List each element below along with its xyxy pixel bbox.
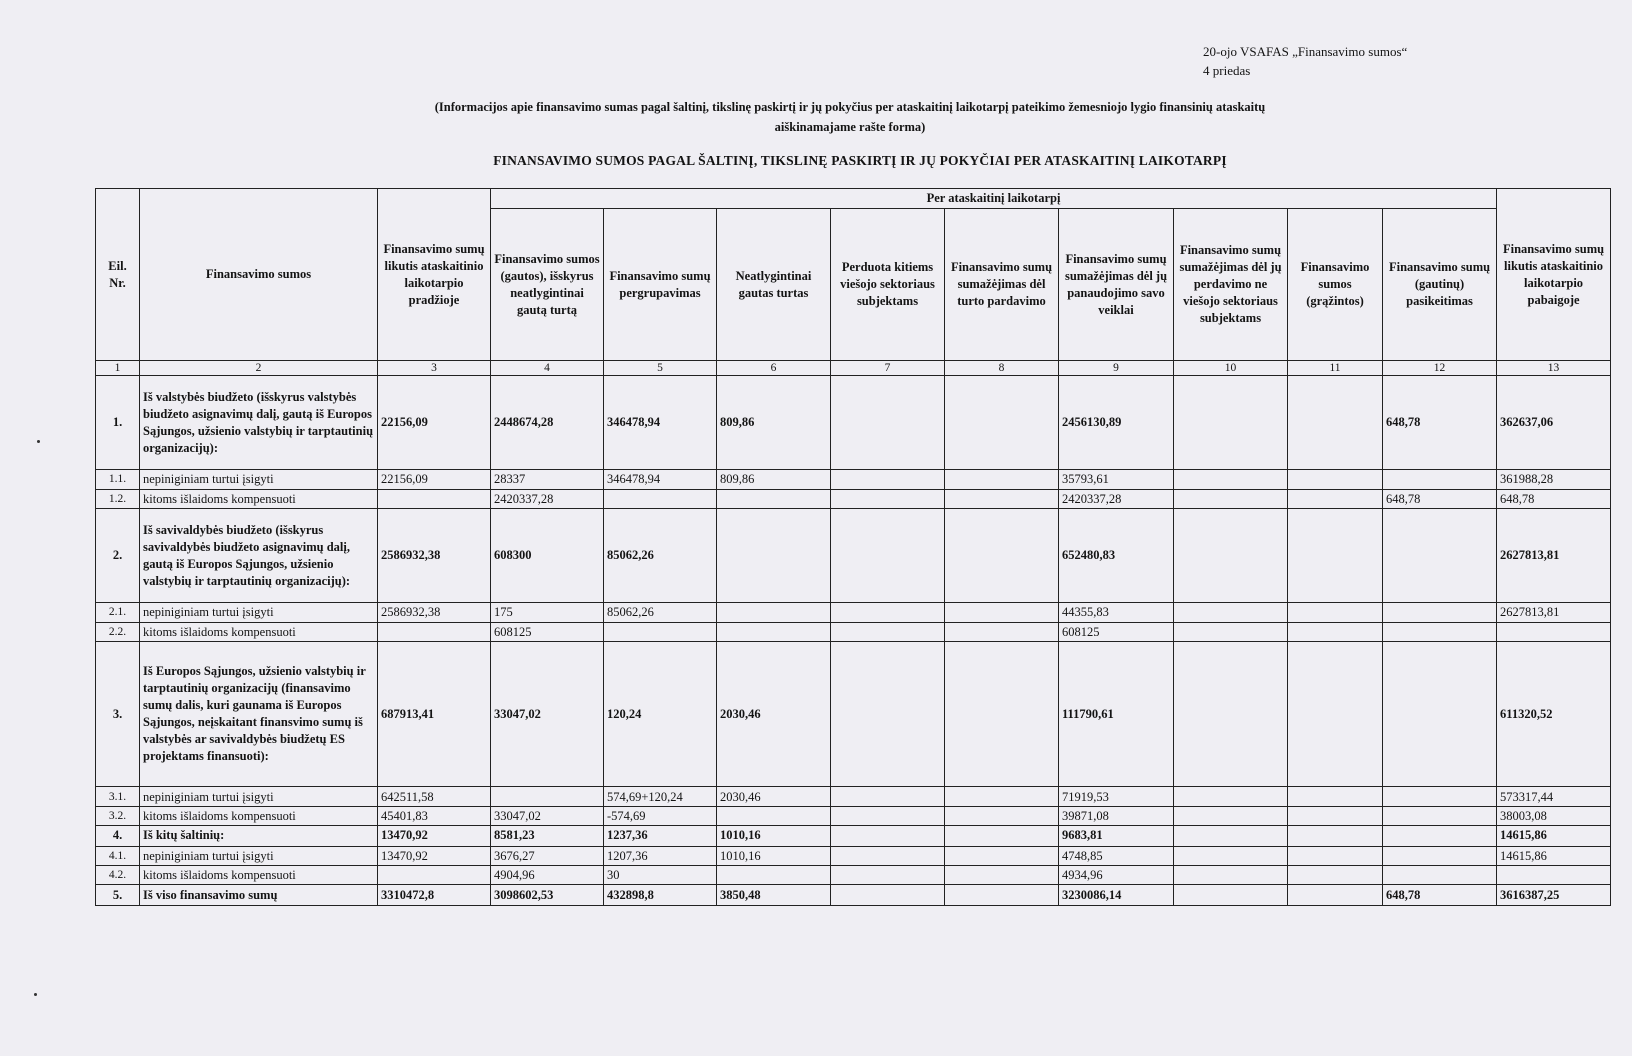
value-cell: 8581,23 bbox=[491, 826, 604, 846]
value-cell bbox=[1288, 846, 1383, 865]
row-description: nepiniginiam turtui įsigyti bbox=[140, 470, 378, 489]
value-cell bbox=[831, 826, 945, 846]
value-cell bbox=[604, 622, 717, 641]
value-cell: 4748,85 bbox=[1059, 846, 1174, 865]
header-transferred: Perduota kitiems viešojo sektoriaus subjektams bbox=[831, 209, 945, 361]
value-cell: 175 bbox=[491, 603, 604, 622]
value-cell: 1237,36 bbox=[604, 826, 717, 846]
value-cell: 642511,58 bbox=[378, 787, 491, 806]
value-cell: 648,78 bbox=[1383, 885, 1497, 906]
value-cell: 809,86 bbox=[717, 470, 831, 489]
page-title: FINANSAVIMO SUMOS PAGAL ŠALTINĮ, TIKSLINĘ PASKIRTĮ IR JŲ POKYČIAI PER ATASKAITINĮ LAIKOTARPĮ bbox=[493, 153, 1227, 168]
value-cell bbox=[1174, 885, 1288, 906]
value-cell bbox=[1288, 470, 1383, 489]
value-cell bbox=[1383, 642, 1497, 787]
value-cell: 13470,92 bbox=[378, 826, 491, 846]
value-cell bbox=[717, 866, 831, 885]
value-cell bbox=[378, 622, 491, 641]
value-cell: 346478,94 bbox=[604, 376, 717, 470]
value-cell: 3230086,14 bbox=[1059, 885, 1174, 906]
value-cell: 611320,52 bbox=[1497, 642, 1611, 787]
row-description: Iš savivaldybės biudžeto (išskyrus savivaldybės biudžeto asignavimų dalį, gautą iš Europos Sąjungos, užsienio valstybių ir tarptautinių organizacijų): bbox=[140, 509, 378, 603]
value-cell bbox=[717, 489, 831, 508]
value-cell bbox=[1383, 846, 1497, 865]
value-cell bbox=[1174, 866, 1288, 885]
value-cell bbox=[1174, 622, 1288, 641]
table-row bbox=[96, 603, 1611, 622]
value-cell bbox=[1383, 866, 1497, 885]
value-cell: 2030,46 bbox=[717, 642, 831, 787]
value-cell bbox=[831, 470, 945, 489]
reference-standard: 20-ojo VSAFAS „Finansavimo sumos“ bbox=[1203, 44, 1408, 59]
value-cell: 608300 bbox=[491, 509, 604, 603]
value-cell bbox=[945, 470, 1059, 489]
value-cell: 71919,53 bbox=[1059, 787, 1174, 806]
value-cell: 9683,81 bbox=[1059, 826, 1174, 846]
header-sources: Finansavimo sumos bbox=[140, 189, 378, 361]
value-cell: 28337 bbox=[491, 470, 604, 489]
value-cell: 85062,26 bbox=[604, 603, 717, 622]
value-cell bbox=[1174, 470, 1288, 489]
table-row bbox=[96, 376, 1611, 470]
value-cell: 3616387,25 bbox=[1497, 885, 1611, 906]
header-regrouping: Finansavimo sumų pergrupavimas bbox=[604, 209, 717, 361]
value-cell bbox=[831, 866, 945, 885]
value-cell bbox=[1383, 806, 1497, 825]
value-cell bbox=[1383, 826, 1497, 846]
value-cell: 608125 bbox=[491, 622, 604, 641]
value-cell: 2586932,38 bbox=[378, 509, 491, 603]
value-cell: 4904,96 bbox=[491, 866, 604, 885]
row-description: kitoms išlaidoms kompensuoti bbox=[140, 489, 378, 508]
value-cell: 2448674,28 bbox=[491, 376, 604, 470]
row-number: 3.2. bbox=[96, 806, 140, 825]
column-number: 7 bbox=[831, 361, 945, 376]
value-cell: 14615,86 bbox=[1497, 846, 1611, 865]
value-cell: 2420337,28 bbox=[491, 489, 604, 508]
row-number: 2. bbox=[96, 509, 140, 603]
value-cell bbox=[1288, 885, 1383, 906]
value-cell: 30 bbox=[604, 866, 717, 885]
table-row bbox=[96, 642, 1611, 787]
value-cell: 2586932,38 bbox=[378, 603, 491, 622]
value-cell: 14615,86 bbox=[1497, 826, 1611, 846]
value-cell: 2030,46 bbox=[717, 787, 831, 806]
value-cell: 1010,16 bbox=[717, 846, 831, 865]
value-cell bbox=[378, 489, 491, 508]
value-cell: 648,78 bbox=[1383, 489, 1497, 508]
header-returned: Finansavimo sumos (grąžintos) bbox=[1288, 209, 1383, 361]
form-reference bbox=[1203, 42, 1407, 80]
table-row bbox=[96, 489, 1611, 508]
column-number: 5 bbox=[604, 361, 717, 376]
value-cell bbox=[1288, 806, 1383, 825]
value-cell bbox=[945, 866, 1059, 885]
value-cell bbox=[1174, 642, 1288, 787]
column-number: 13 bbox=[1497, 361, 1611, 376]
column-number: 10 bbox=[1174, 361, 1288, 376]
row-number: 1.1. bbox=[96, 470, 140, 489]
value-cell bbox=[717, 622, 831, 641]
value-cell bbox=[1288, 622, 1383, 641]
value-cell: 38003,08 bbox=[1497, 806, 1611, 825]
column-number: 9 bbox=[1059, 361, 1174, 376]
row-number: 4.1. bbox=[96, 846, 140, 865]
row-number: 4.2. bbox=[96, 866, 140, 885]
value-cell bbox=[1497, 622, 1611, 641]
value-cell bbox=[1288, 826, 1383, 846]
value-cell bbox=[1174, 376, 1288, 470]
value-cell bbox=[1288, 642, 1383, 787]
value-cell bbox=[831, 642, 945, 787]
value-cell bbox=[491, 787, 604, 806]
header-change: Finansavimo sumų (gautinų) pasikeitimas bbox=[1383, 209, 1497, 361]
column-number-row bbox=[96, 361, 1611, 376]
header-end-balance: Finansavimo sumų likutis ataskaitinio laikotarpio pabaigoje bbox=[1497, 189, 1611, 361]
value-cell: 4934,96 bbox=[1059, 866, 1174, 885]
value-cell: 3676,27 bbox=[491, 846, 604, 865]
value-cell bbox=[1383, 622, 1497, 641]
value-cell: 39871,08 bbox=[1059, 806, 1174, 825]
table-row bbox=[96, 622, 1611, 641]
value-cell: 3850,48 bbox=[717, 885, 831, 906]
value-cell bbox=[1383, 470, 1497, 489]
table-row bbox=[96, 787, 1611, 806]
row-description: kitoms išlaidoms kompensuoti bbox=[140, 622, 378, 641]
row-number: 5. bbox=[96, 885, 140, 906]
value-cell: 648,78 bbox=[1497, 489, 1611, 508]
value-cell bbox=[945, 603, 1059, 622]
value-cell bbox=[945, 846, 1059, 865]
value-cell bbox=[831, 376, 945, 470]
scan-speck bbox=[37, 440, 40, 443]
value-cell bbox=[831, 806, 945, 825]
value-cell: 687913,41 bbox=[378, 642, 491, 787]
value-cell: 13470,92 bbox=[378, 846, 491, 865]
table-row bbox=[96, 885, 1611, 906]
table-row bbox=[96, 866, 1611, 885]
value-cell: 1207,36 bbox=[604, 846, 717, 865]
funding-table bbox=[95, 188, 1611, 906]
column-number: 8 bbox=[945, 361, 1059, 376]
column-number: 4 bbox=[491, 361, 604, 376]
row-description: Iš Europos Sąjungos, užsienio valstybių ir tarptautinių organizacijų (finansavimo sumų dalis, kuri gaunama iš Europos Sąjungos, neįskaitant finansvimo sumų iš valstybės ar savivaldybės biudžetų ES projektams finansuoti): bbox=[140, 642, 378, 787]
value-cell: 809,86 bbox=[717, 376, 831, 470]
value-cell bbox=[945, 509, 1059, 603]
value-cell bbox=[831, 603, 945, 622]
table-row bbox=[96, 846, 1611, 865]
value-cell: 648,78 bbox=[1383, 376, 1497, 470]
value-cell bbox=[1383, 509, 1497, 603]
header-decrease-transfer: Finansavimo sumų sumažėjimas dėl jų perdavimo ne viešojo sektoriaus subjektams bbox=[1174, 209, 1288, 361]
value-cell bbox=[831, 622, 945, 641]
value-cell bbox=[1288, 603, 1383, 622]
row-description: nepiniginiam turtui įsigyti bbox=[140, 787, 378, 806]
value-cell: 111790,61 bbox=[1059, 642, 1174, 787]
column-number: 12 bbox=[1383, 361, 1497, 376]
header-period-group: Per ataskaitinį laikotarpį bbox=[491, 189, 1497, 209]
value-cell bbox=[945, 826, 1059, 846]
value-cell bbox=[945, 622, 1059, 641]
value-cell: 22156,09 bbox=[378, 376, 491, 470]
row-number: 1.2. bbox=[96, 489, 140, 508]
row-description: Iš kitų šaltinių: bbox=[140, 826, 378, 846]
table-row bbox=[96, 826, 1611, 846]
value-cell bbox=[945, 806, 1059, 825]
column-number: 2 bbox=[140, 361, 378, 376]
value-cell: 652480,83 bbox=[1059, 509, 1174, 603]
value-cell: 574,69+120,24 bbox=[604, 787, 717, 806]
value-cell bbox=[1383, 787, 1497, 806]
row-number: 1. bbox=[96, 376, 140, 470]
header-free-assets: Neatlygintinai gautas turtas bbox=[717, 209, 831, 361]
value-cell bbox=[717, 806, 831, 825]
form-description: (Informacijos apie finansavimo sumas pagal šaltinį, tikslinę paskirtį ir jų pokyčius per ataskaitinį laikotarpį pateikimo žemesniojo lygio finansinių ataskaitų aiškinamajame rašte forma) bbox=[434, 100, 1266, 134]
value-cell bbox=[831, 787, 945, 806]
row-description: Iš valstybės biudžeto (išskyrus valstybės biudžeto asignavimų dalį, gautą iš Europos Sąjungos, užsienio valstybių ir tarptautinių organizacijų): bbox=[140, 376, 378, 470]
value-cell: 85062,26 bbox=[604, 509, 717, 603]
value-cell bbox=[1174, 509, 1288, 603]
value-cell bbox=[945, 376, 1059, 470]
value-cell: 3098602,53 bbox=[491, 885, 604, 906]
value-cell bbox=[831, 846, 945, 865]
value-cell: -574,69 bbox=[604, 806, 717, 825]
value-cell: 44355,83 bbox=[1059, 603, 1174, 622]
value-cell bbox=[1288, 866, 1383, 885]
row-description: nepiniginiam turtui įsigyti bbox=[140, 846, 378, 865]
value-cell bbox=[831, 509, 945, 603]
value-cell: 608125 bbox=[1059, 622, 1174, 641]
row-number: 3.1. bbox=[96, 787, 140, 806]
row-description: nepiniginiam turtui įsigyti bbox=[140, 603, 378, 622]
row-description: kitoms išlaidoms kompensuoti bbox=[140, 806, 378, 825]
value-cell: 2627813,81 bbox=[1497, 603, 1611, 622]
value-cell: 346478,94 bbox=[604, 470, 717, 489]
value-cell: 2420337,28 bbox=[1059, 489, 1174, 508]
value-cell bbox=[945, 787, 1059, 806]
column-number: 11 bbox=[1288, 361, 1383, 376]
column-number: 1 bbox=[96, 361, 140, 376]
row-description: kitoms išlaidoms kompensuoti bbox=[140, 866, 378, 885]
row-number: 2.2. bbox=[96, 622, 140, 641]
value-cell bbox=[378, 866, 491, 885]
value-cell bbox=[1288, 509, 1383, 603]
header-decrease-sale: Finansavimo sumų sumažėjimas dėl turto pardavimo bbox=[945, 209, 1059, 361]
value-cell: 45401,83 bbox=[378, 806, 491, 825]
value-cell bbox=[1174, 846, 1288, 865]
table-row bbox=[96, 806, 1611, 825]
scan-speck bbox=[34, 993, 37, 996]
value-cell bbox=[831, 489, 945, 508]
value-cell bbox=[1174, 806, 1288, 825]
value-cell: 361988,28 bbox=[1497, 470, 1611, 489]
table-row bbox=[96, 470, 1611, 489]
table-body bbox=[96, 376, 1611, 906]
value-cell: 120,24 bbox=[604, 642, 717, 787]
value-cell bbox=[604, 489, 717, 508]
value-cell: 3310472,8 bbox=[378, 885, 491, 906]
value-cell bbox=[1288, 787, 1383, 806]
column-number: 3 bbox=[378, 361, 491, 376]
value-cell bbox=[831, 885, 945, 906]
value-cell bbox=[717, 509, 831, 603]
value-cell: 2627813,81 bbox=[1497, 509, 1611, 603]
column-number: 6 bbox=[717, 361, 831, 376]
value-cell bbox=[1174, 489, 1288, 508]
row-description: Iš viso finansavimo sumų bbox=[140, 885, 378, 906]
header-eil-nr: Eil. Nr. bbox=[96, 189, 140, 361]
value-cell: 35793,61 bbox=[1059, 470, 1174, 489]
value-cell: 1010,16 bbox=[717, 826, 831, 846]
value-cell: 33047,02 bbox=[491, 806, 604, 825]
value-cell bbox=[1174, 787, 1288, 806]
value-cell bbox=[1288, 489, 1383, 508]
value-cell bbox=[1288, 376, 1383, 470]
value-cell: 362637,06 bbox=[1497, 376, 1611, 470]
row-number: 2.1. bbox=[96, 603, 140, 622]
table-row bbox=[96, 509, 1611, 603]
value-cell bbox=[945, 642, 1059, 787]
row-number: 3. bbox=[96, 642, 140, 787]
value-cell bbox=[945, 885, 1059, 906]
header-decrease-use: Finansavimo sumų sumažėjimas dėl jų panaudojimo savo veiklai bbox=[1059, 209, 1174, 361]
value-cell: 2456130,89 bbox=[1059, 376, 1174, 470]
value-cell bbox=[717, 603, 831, 622]
reference-annex: 4 priedas bbox=[1203, 63, 1251, 78]
value-cell bbox=[1497, 866, 1611, 885]
value-cell: 22156,09 bbox=[378, 470, 491, 489]
value-cell bbox=[1174, 603, 1288, 622]
row-number: 4. bbox=[96, 826, 140, 846]
value-cell: 33047,02 bbox=[491, 642, 604, 787]
value-cell bbox=[945, 489, 1059, 508]
value-cell: 573317,44 bbox=[1497, 787, 1611, 806]
header-received: Finansavimo sumos (gautos), išskyrus neatlygintinai gautą turtą bbox=[491, 209, 604, 361]
value-cell bbox=[1174, 826, 1288, 846]
value-cell: 432898,8 bbox=[604, 885, 717, 906]
value-cell bbox=[1383, 603, 1497, 622]
header-start-balance: Finansavimo sumų likutis ataskaitinio laikotarpio pradžioje bbox=[378, 189, 491, 361]
